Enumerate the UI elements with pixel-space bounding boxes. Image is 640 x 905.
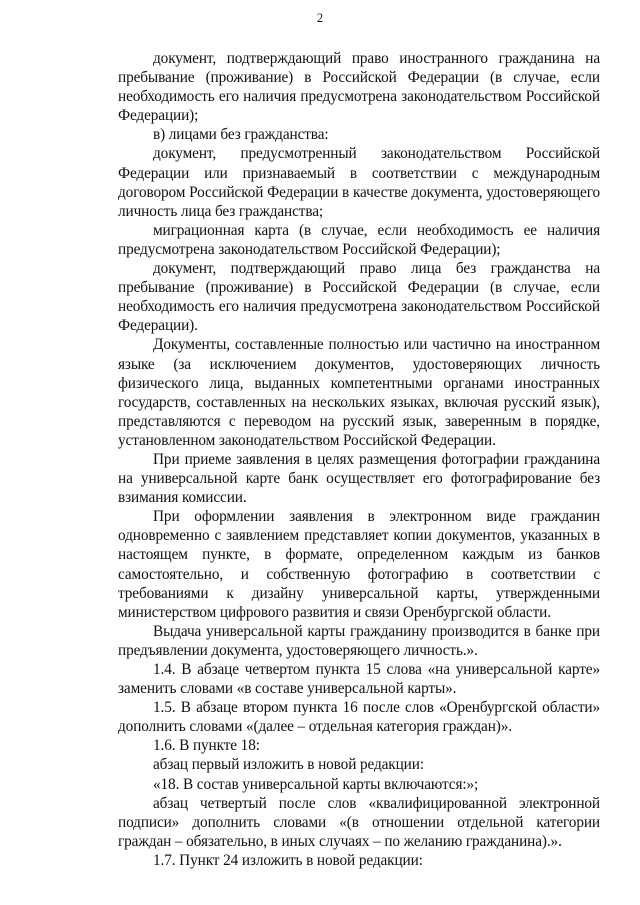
paragraph-photography: При приеме заявления в целях размещения фотографии гражданина на универсальной карте банк осуществляет его фотографирование без взимания комиссии. [118,450,600,507]
paragraph-item-1-6: 1.6. В пункте 18: [153,737,260,755]
paragraph-foreign-language-documents: Документы, составленные полностью или частично на иностранном языке (за исключением документов, удостоверяющих личность физического лица, выданных компетентными органами иностранных государств, составленных на нескольких языках, включая русский язык), представляются с переводом на русский язык, заверенным в порядке, установленном законодательством Российской Федерации. [118,336,600,449]
paragraph-migration-card: миграционная карта (в случае, если необходимость ее наличия предусмотрена законодательством Российской Федерации); [118,221,600,258]
paragraph-item-1-4: 1.4. В абзаце четвертом пункта 15 слова «на универсальной карте» заменить словами «в составе универсальной карты». [118,661,600,698]
paragraph-foreigner-residence-document: документ, подтверждающий право иностранного гражданина на пребывание (проживание) в Российской Федерации (в случае, если необходимость его наличия предусмотрена законодательством Российской Федерации); [118,50,600,125]
paragraph-electronic-application: При оформлении заявления в электронном виде гражданин одновременно с заявлением представляет копии документов, указанных в настоящем пункте, в формате, определенном каждым из банков самостоятельно, и собственную фотографию в соответствии с требованиями к дизайну универсальной карты, утвержденными министерством цифрового развития и связи Оренбургской области. [118,508,600,621]
paragraph-stateless-heading: в) лицами без гражданства: [153,126,329,144]
paragraph-fourth-clause-addition: абзац четвертый после слов «квалифицированной электронной подписи» дополнить словами «(в отношении отдельной категории граждан – обязательно, в иных случаях – по желанию гражданина).». [118,794,600,850]
paragraph-stateless-residence-document: документ, подтверждающий право лица без гражданства на пребывание (проживание) в Российской Федерации (в случае, если необходимость его наличия предусмотрена законодательством Российской Федерации). [118,260,600,335]
paragraph-first-clause-new-edition: абзац первый изложить в новой редакции: [153,756,424,774]
page-number: 2 [316,11,324,25]
paragraph-item-1-5: 1.5. В абзаце втором пункта 16 после слов «Оренбургской области» дополнить словами «(далее – отдельная категория граждан)». [118,699,600,736]
paragraph-card-issuance: Выдача универсальной карты гражданину производится в банке при предъявлении документа, удостоверяющего личность.». [118,622,600,659]
paragraph-item-18-text: «18. В состав универсальной карты включаются:»; [153,775,479,793]
paragraph-item-1-7: 1.7. Пункт 24 изложить в новой редакции: [153,851,423,869]
document-body [118,49,600,870]
paragraph-stateless-identity-document: документ, предусмотренный законодательством Российской Федерации или признаваемый в соответствии с международным договором Российской Федерации в качестве документа, удостоверяющего личность лица без гражданства; [118,145,600,220]
